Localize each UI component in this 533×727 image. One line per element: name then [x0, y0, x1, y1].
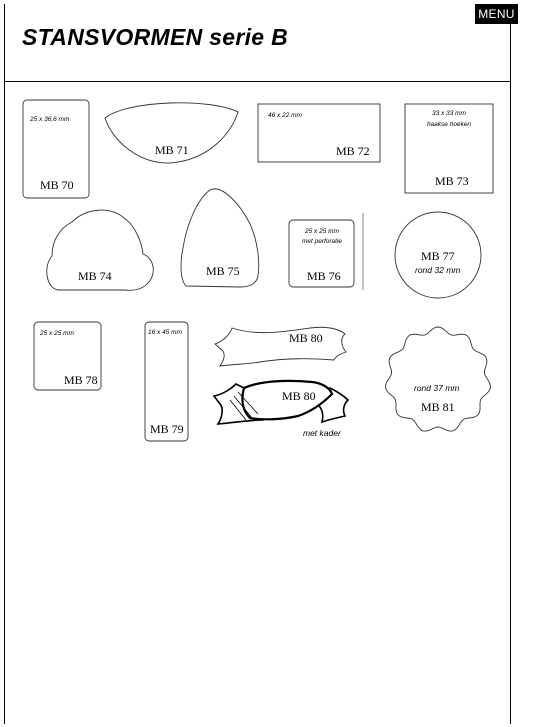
mb81-note: rond 37 mm — [414, 383, 460, 393]
shape-mb79[interactable] — [145, 322, 188, 441]
shape-mb70[interactable] — [23, 100, 89, 198]
shape-mb76[interactable] — [289, 213, 363, 290]
mb80k-code: MB 80 — [282, 389, 316, 403]
mb81-code: MB 81 — [421, 400, 455, 414]
mb70-size: 25 x 36,6 mm — [30, 116, 70, 123]
shape-mb73[interactable] — [405, 104, 493, 193]
mb80k-note: met kader — [303, 428, 341, 438]
mb75-code: MB 75 — [206, 264, 240, 278]
mb77-code: MB 77 — [421, 249, 455, 263]
mb73-code: MB 73 — [435, 174, 469, 188]
mb73-size: 33 x 33 mm — [432, 110, 466, 117]
mb78-size: 25 x 25 mm — [40, 330, 74, 337]
mb78-code: MB 78 — [64, 373, 98, 387]
mb73-note: haakse hoeken — [426, 121, 472, 128]
mb80-outline — [215, 327, 346, 366]
shape-mb75[interactable] — [181, 189, 259, 287]
mb76-code: MB 76 — [307, 269, 341, 283]
shape-mb78[interactable] — [34, 322, 101, 390]
shape-mb81[interactable] — [386, 327, 491, 431]
shape-mb77[interactable] — [395, 212, 481, 298]
shape-mb72[interactable] — [258, 104, 380, 162]
mb70-code: MB 70 — [40, 178, 74, 192]
menu-button[interactable]: MENU — [475, 4, 518, 24]
mb80-code: MB 80 — [289, 331, 323, 345]
mb71-code: MB 71 — [155, 143, 189, 157]
mb81-outline — [386, 327, 491, 431]
mb79-size: 16 x 45 mm — [148, 329, 182, 336]
mb76-size: 25 x 25 mm — [305, 228, 339, 235]
mb72-code: MB 72 — [336, 144, 370, 158]
mb76-note: met perforatie — [301, 238, 343, 245]
shape-mb74[interactable] — [47, 210, 154, 290]
mb77-note: rond 32 mm — [415, 265, 461, 275]
shape-mb80-kader[interactable] — [214, 381, 348, 438]
mb72-size: 46 x 22 mm — [268, 112, 302, 119]
shape-mb80[interactable] — [215, 327, 346, 366]
mb74-code: MB 74 — [78, 269, 112, 283]
page-title: STANSVORMEN serie B — [22, 24, 288, 50]
shape-mb71[interactable] — [105, 103, 238, 163]
mb79-code: MB 79 — [150, 422, 184, 436]
